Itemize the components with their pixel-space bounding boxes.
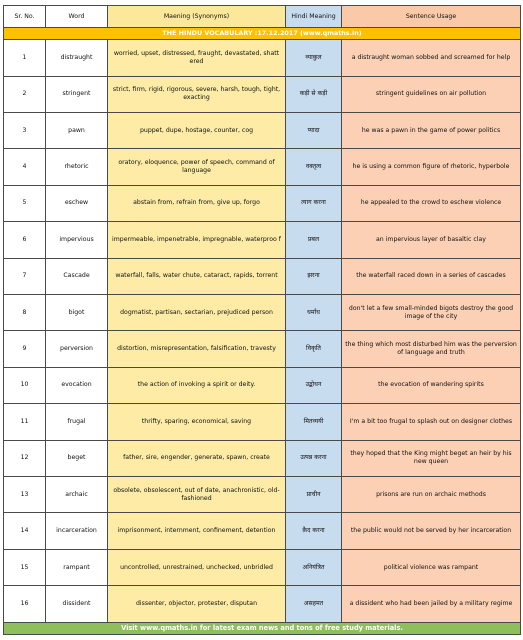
sentence-usage-cell: a dissident who had been jailed by a military regime (342, 586, 521, 622)
sentence-usage-cell: I'm a bit too frugal to splash out on designer clothes (342, 404, 521, 440)
meaning-cell: distortion, misrepresentation, falsification, travesty (108, 331, 286, 367)
sentence-usage-cell: an impervious layer of basaltic clay (342, 222, 521, 258)
header-word: Word (46, 6, 108, 28)
table-row (4, 112, 521, 148)
table-row (4, 367, 521, 403)
hindi-meaning-cell: कड़ी से कड़ी (286, 76, 342, 112)
word-cell: eschew (46, 185, 108, 221)
meaning-cell: impermeable, impenetrable, impregnable, waterproo f (108, 222, 286, 258)
table-row (4, 76, 521, 112)
sr-no-cell: 4 (4, 149, 46, 185)
sr-no-cell: 9 (4, 331, 46, 367)
word-cell: impervious (46, 222, 108, 258)
word-cell: pawn (46, 112, 108, 148)
meaning-cell: father, sire, engender, generate, spawn, create (108, 440, 286, 476)
word-cell: evocation (46, 367, 108, 403)
footer-link-text[interactable]: Visit www.qmaths.in for latest exam news and tons of free study materials. (4, 622, 521, 634)
meaning-cell: thrifty, sparing, economical, saving (108, 404, 286, 440)
table-row (4, 185, 521, 221)
word-cell: frugal (46, 404, 108, 440)
sentence-usage-cell: political violence was rampant (342, 549, 521, 585)
meaning-cell: strict, firm, rigid, rigorous, severe, harsh, tough, tight, exacting (108, 76, 286, 112)
sentence-usage-cell: the waterfall raced down in a series of cascades (342, 258, 521, 294)
hindi-meaning-cell: उत्पन्न करना (286, 440, 342, 476)
sr-no-cell: 8 (4, 294, 46, 330)
word-cell: perversion (46, 331, 108, 367)
sr-no-cell: 3 (4, 112, 46, 148)
word-cell: beget (46, 440, 108, 476)
word-cell: stringent (46, 76, 108, 112)
word-cell: rhetoric (46, 149, 108, 185)
word-cell: incarceration (46, 513, 108, 549)
hindi-meaning-cell: व्याकुल (286, 40, 342, 76)
sr-no-cell: 15 (4, 549, 46, 585)
meaning-cell: uncontrolled, unrestrained, unchecked, unbridled (108, 549, 286, 585)
meaning-cell: dissenter, objector, protester, disputan (108, 586, 286, 622)
table-row (4, 477, 521, 513)
table-row (4, 586, 521, 622)
hindi-meaning-cell: वक्तृत्व (286, 149, 342, 185)
header-hindi-meaning: Hindi Meaning (286, 6, 342, 28)
word-cell: Cascade (46, 258, 108, 294)
header-sentence-usage: Sentence Usage (342, 6, 521, 28)
meaning-cell: abstain from, refrain from, give up, forgo (108, 185, 286, 221)
meaning-cell: obsolete, obsolescent, out of date, anachronistic, old-fashioned (108, 477, 286, 513)
sentence-usage-cell: he is using a common figure of rhetoric, hyperbole (342, 149, 521, 185)
sr-no-cell: 5 (4, 185, 46, 221)
table-row (4, 549, 521, 585)
sr-no-cell: 12 (4, 440, 46, 476)
meaning-cell: waterfall, falls, water chute, cataract, rapids, torrent (108, 258, 286, 294)
sr-no-cell: 11 (4, 404, 46, 440)
meaning-cell: dogmatist, partisan, sectarian, prejudiced person (108, 294, 286, 330)
hindi-meaning-cell: प्यादा (286, 112, 342, 148)
meaning-cell: the action of invoking a spirit or deity. (108, 367, 286, 403)
footer-row (4, 622, 521, 634)
hindi-meaning-cell: धर्मांध (286, 294, 342, 330)
hindi-meaning-cell: अनियंत्रित (286, 549, 342, 585)
sr-no-cell: 10 (4, 367, 46, 403)
hindi-meaning-cell: विकृति (286, 331, 342, 367)
table-row (4, 331, 521, 367)
sr-no-cell: 14 (4, 513, 46, 549)
hindi-meaning-cell: झरना (286, 258, 342, 294)
title-row (4, 28, 521, 40)
sr-no-cell: 13 (4, 477, 46, 513)
hindi-meaning-cell: प्राचीन (286, 477, 342, 513)
hindi-meaning-cell: प्रबल (286, 222, 342, 258)
sentence-usage-cell: he appealed to the crowd to eschew violence (342, 185, 521, 221)
hindi-meaning-cell: क़ैद करना (286, 513, 342, 549)
table-row (4, 513, 521, 549)
sentence-usage-cell: stringent guidelines on air pollution (342, 76, 521, 112)
word-cell: dissident (46, 586, 108, 622)
table-row (4, 294, 521, 330)
sentence-usage-cell: the public would not be served by her incarceration (342, 513, 521, 549)
word-cell: archaic (46, 477, 108, 513)
sr-no-cell: 7 (4, 258, 46, 294)
table-row (4, 149, 521, 185)
sr-no-cell: 1 (4, 40, 46, 76)
sentence-usage-cell: prisons are run on archaic methods (342, 477, 521, 513)
header-meaning: Maening (Synonyms) (108, 6, 286, 28)
sr-no-cell: 2 (4, 76, 46, 112)
meaning-cell: worried, upset, distressed, fraught, devastated, shatt ered (108, 40, 286, 76)
hindi-meaning-cell: त्याग करना (286, 185, 342, 221)
hindi-meaning-cell: असहमत (286, 586, 342, 622)
hindi-meaning-cell: उद्बोधन (286, 367, 342, 403)
table-row (4, 258, 521, 294)
sentence-usage-cell: the thing which most disturbed him was the perversion of language and truth (342, 331, 521, 367)
sentence-usage-cell: don't let a few small-minded bigots destroy the good image of the city (342, 294, 521, 330)
meaning-cell: puppet, dupe, hostage, counter, cog (108, 112, 286, 148)
table-row (4, 404, 521, 440)
header-row (4, 6, 521, 28)
sr-no-cell: 6 (4, 222, 46, 258)
sentence-usage-cell: a distraught woman sobbed and screamed for help (342, 40, 521, 76)
table-row (4, 222, 521, 258)
vocabulary-table (3, 5, 521, 635)
sentence-usage-cell: he was a pawn in the game of power politics (342, 112, 521, 148)
hindi-meaning-cell: मितव्ययी (286, 404, 342, 440)
sentence-usage-cell: they hoped that the King might beget an heir by his new queen (342, 440, 521, 476)
table-title: THE HINDU VOCABULARY :17.12.2017 (www.qmaths.in) (4, 28, 521, 40)
word-cell: rampant (46, 549, 108, 585)
meaning-cell: imprisonment, internment, confinement, detention (108, 513, 286, 549)
word-cell: distraught (46, 40, 108, 76)
table-row (4, 440, 521, 476)
word-cell: bigot (46, 294, 108, 330)
header-sr-no: Sr. No. (4, 6, 46, 28)
table-row (4, 40, 521, 76)
sentence-usage-cell: the evocation of wandering spirits (342, 367, 521, 403)
sr-no-cell: 16 (4, 586, 46, 622)
meaning-cell: oratory, eloquence, power of speech, command of language (108, 149, 286, 185)
